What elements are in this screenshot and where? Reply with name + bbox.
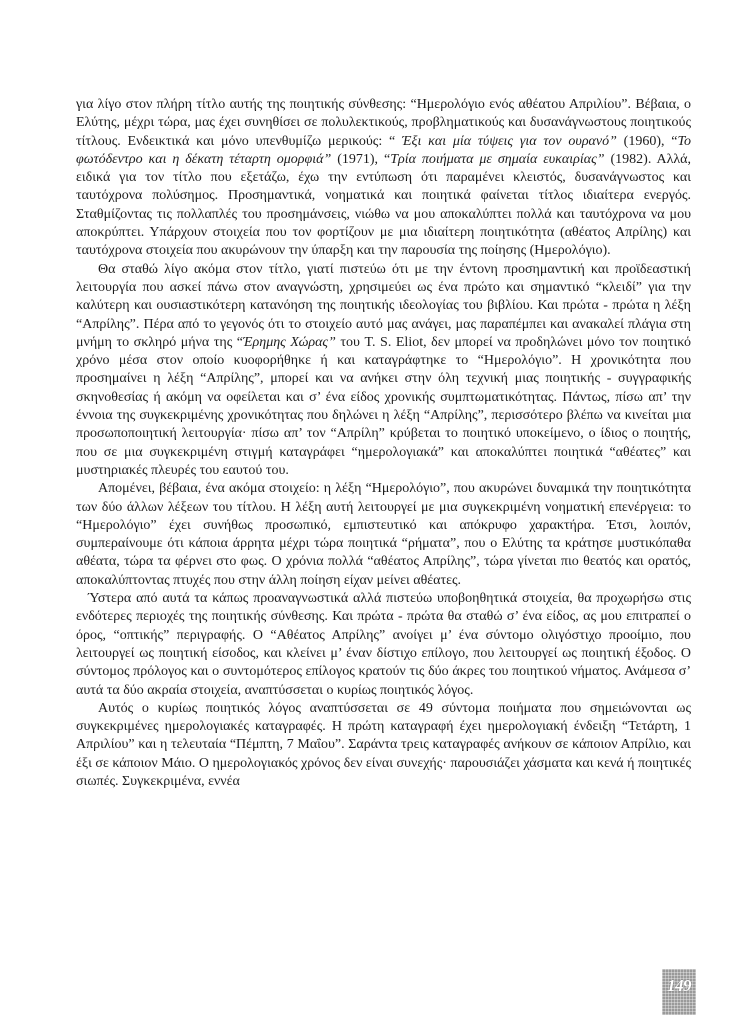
paragraph-text: Ύστερα από αυτά τα κάπως προαναγνωστικά αλλά πιστεύω υποβοηθητικά στοιχεία, θα προχωρήσω στις ενδότερες περιοχές της ποιητικής σύνθεσης. Και πρώτα - πρώτα θα σταθώ σ’ ένα είδος, ας μου επιτραπεί ο όρος, “οπτικής” περιγραφής. Ο “Αθέατος Απρίλης” ανοίγει μ’ ένα σύντομο ολιγόστιχο προοίμιο, που λειτουργεί ως ποιητική είσοδος, και κλείνει μ’ έναν δίστιχο επίλογο, που λειτουργεί ως ποιητική έξοδος. Ο σύντομος πρόλογος και ο συντομότερος επίλογος κρατούν τις δύο άκρες του ποιητικού νήματος. Ανάμεσα σ’ αυτά τα δύο ακραία στοιχεία, αναπτύσσεται ο κυρίως ποιητικός λόγος.	[76, 591, 691, 698]
paragraph-5	[76, 700, 691, 791]
paragraph-text: (1971), “	[331, 151, 391, 167]
paragraph-text: του T. S. Eliot, δεν μπορεί να προδηλώνει μόνο τον ποιητικό χρόνο μέσα στον οποίο κυοφορήθηκε ή και καταγράφτηκε το “Ημερολόγιο”. Η χρονικότητα που προσημαίνει η λέξη “Απρίλης”, μπορεί και να ανήκει στην όλη τεχνική μιας ποιητικής - συγγραφικής σκηνοθεσίας ή ακόμη να οφείλεται και σ’ ένα είδος χρονικής συμπτωματικότητας. Πάντως, πίσω απ’ την έννοια της συγκεκριμένης χρονικότητας που δηλώνει η λέξη “Απρίλης”, περισσότερο βλέπω να κινείται μια προσωποποιητική λειτουργία· πίσω απ’ τον “Απρίλη” κρύβεται το ποιητικό υποκείμενο, ο ίδιος ο ποιητής, που σε μια συγκεκριμένη στιγμή καταγράφει “ημερολογιακά” και αποκαλύπτει ποιητικά “αθέατες” και μυστηριακές πλευρές του εαυτού του.	[76, 334, 692, 478]
italic-title-text: Τρία ποιήματα με σημαία ευκαιρίας”	[390, 151, 605, 167]
paragraph-4	[76, 590, 691, 700]
paragraph-text: για λίγο στον πλήρη τίτλο αυτής της ποιητικής σύνθεσης: “Ημερολόγιο ενός αθέατου Απριλίου”. Βέβαια, ο Ελύτης, μέχρι τώρα, μας έχει συνηθίσει σε πολυλεκτικούς, προβληματικούς και δυσανάγνωστους ποιητικούς τίτλους. Ενδεικτικά και μόνο υπενθυμίζω μερικούς: “	[76, 97, 691, 149]
page-number-badge	[662, 969, 696, 1015]
paragraph-3	[76, 480, 691, 590]
paragraph-1	[76, 96, 691, 261]
italic-title-text: Έξι και μία τύψεις για τον ουρανό”	[401, 133, 617, 149]
paragraph-text: (1960), “	[616, 133, 678, 149]
paragraph-text: (1982). Αλλά, ειδικά για τον τίτλο που εξετάζω, έχω την εντύπωση ότι παραμένει κλειστός, δυσανάγνωστος και ταυτόχρονα πολύσημος. Προσημαντικά, νοηματικά και ποιητικά φαίνεται τίτλος ιδιαίτερα ενεργός. Σταθμίζοντας τις πολλαπλές του προσημάνσεις, νιώθω να μου αποκαλύπτει πολλά και ταυτόχρονα να μου αποκρύπτει. Υπάρχουν στοιχεία που τον φορτίζουν με μια ιδιαίτερη ποιητικότητα (αθέατος Απρίλης) και ταυτόχρονα στοιχεία που ακυρώνουν την ύπαρξη και την παρουσία της ποίησης (Ημερολόγιο).	[76, 151, 691, 259]
paragraph-text: Θα σταθώ λίγο ακόμα στον τίτλο, γιατί πιστεύω ότι με την έντονη προσημαντική και προϊδεαστική λειτουργία που ασκεί πάνω στον αναγνώστη, χρησιμεύει ως ένα πρώτο και σημαντικό “κλειδί” για την καλύτερη και ουσιαστικότερη κατανόηση της ποιητικής ιδεολογίας του βιβλίου. Και πρώτα - πρώτα η λέξη “Απρίλης”. Πέρα από το γεγονός ότι το στοιχείο αυτό μας ανάγει, μας παραπέμπει και ανακαλεί πλάγια στη μνήμη το σκληρό μήνα της “	[76, 261, 691, 350]
page-number: 149	[667, 976, 691, 995]
paragraph-2	[76, 261, 691, 481]
italic-title-text: Το φωτόδεντρο και η δέκατη τέταρτη ομορφιά”	[76, 133, 691, 167]
paragraph-text: Απομένει, βέβαια, ένα ακόμα στοιχείο: η λέξη “Ημερολόγιο”, που ακυρώνει δυναμικά την ποιητικότητα των δύο άλλων λέξεων του τίτλου. Η λέξη αυτή λειτουργεί με μια συγκεκριμένη νοηματική επενέργεια: το “Ημερολόγιο” έχει συνήθως προσωπικό, εμπιστευτικό και απόκρυφο χαρακτήρα. Έτσι, λοιπόν, συμπεραίνουμε ότι κάποια άρρητα μέχρι τώρα ποιητικά “ρήματα”, που ο Ελύτης τα κράτησε μυστικόπαθα αθέατα, τώρα τα φέρνει στο φως. Ο χρόνια πολλά “αθέατος Απρίλης”, τώρα γίνεται πιο θεατός και ορατός, αποκαλύπτοντας πτυχές που στην άλλη ποίηση είχαν μείνει αθέατες.	[76, 481, 691, 588]
paragraph-text: Αυτός ο κυρίως ποιητικός λόγος αναπτύσσεται σε 49 σύντομα ποιήματα που σημειώνονται ως συγκεκριμένες ημερολογιακές καταγραφές. Η πρώτη καταγραφή έχει ημερολογιακή ένδειξη “Τετάρτη, 1 Απριλίου” και η τελευταία “Πέμπτη, 7 Μαΐου”. Σαράντα τρεις καταγραφές ανήκουν σε κάποιον Απρίλιο, και έξι σε κάποιον Μάιο. Ο ημερολογιακός χρόνος δεν είναι συνεχής· παρουσιάζει χάσματα και κενά ή ποιητικές σιωπές. Συγκεκριμένα, εννέα	[76, 700, 691, 789]
italic-title-text: Έρημης Χώρας”	[243, 334, 336, 350]
page-body	[76, 96, 691, 791]
